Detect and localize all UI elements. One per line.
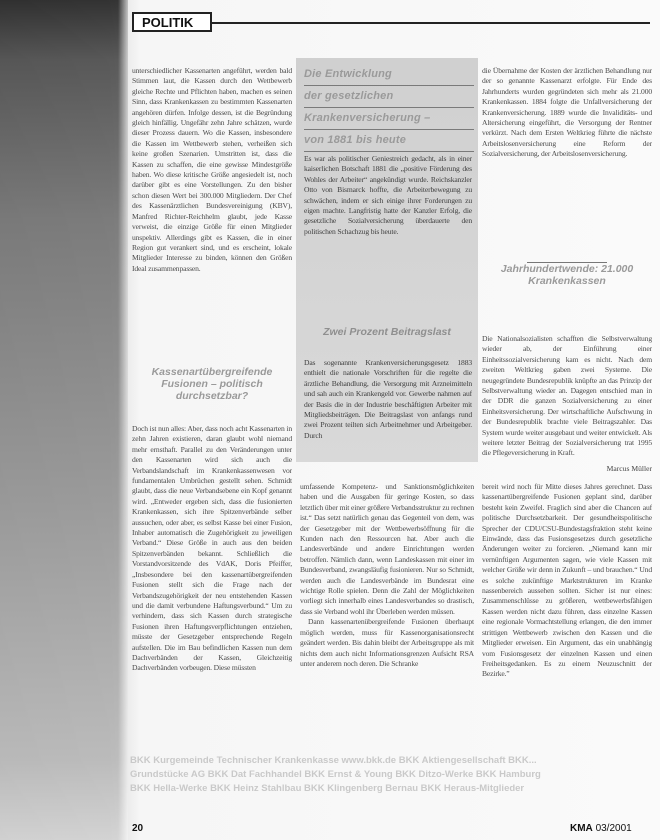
page-number: 20 — [132, 823, 144, 834]
article-column-3-lower — [482, 482, 652, 744]
subheading-text: Jahrhundertwende: 21.000 Krankenkassen — [500, 263, 634, 287]
article-column-1-lower — [132, 424, 292, 744]
magazine-name: KMA — [570, 823, 593, 834]
advertiser-row: BKK Hella-Werke BKK Heinz Stahlbau BKK Klingenberg Bernau BKK Heraus-Mitglieder — [130, 783, 525, 794]
book-binding-shadow — [0, 0, 128, 840]
paragraph: Die Nationalsozialisten schafften die Selbstverwaltung wieder ab, der Einführung einer Einheitssozialversicherung kam es nicht. Nach dem zweiten Weltkrieg gaben zwei Systeme. Die neugegründete Bundesrepublik knüpfte an das Prinzip der Selbstverwaltung wieder an. Dagegen entschied man in der DDR die ganzen Sozialversicherung zu einer Einheitsversicherung. Der wirtschaftliche Aufschwung in der Bundesrepublik brachte viele Beitragszahler. Das System wurde weiter ausgebaut und weiter entwickelt. Als weitere letzter Beitrag der Sozialversicherung trat 1995 die Pflegeversicherung in Kraft. — [482, 334, 652, 458]
subheading-fusionen: Kassenartübergreifende Fusionen – politisch durchsetzbar? — [151, 366, 273, 402]
author-signature: Marcus Müller — [606, 464, 652, 473]
issue-number: 03/2001 — [595, 823, 632, 834]
paragraph: bereit wird noch für Mitte dieses Jahres gerechnet. Dass kassenartübergreifende Fusionen geplant sind, darüber besteht kein Zweifel. Fraglich sind aber die Chancen auf politische Durchsetzbarkeit. Der gesundheitspolitische Sprecher der CDU/CSU-Bundestagsfraktion steht keine Einwände, dass das Fusionsgesetzes durch gesetzliche Änderungen weiter zu forcieren. „Niemand kann mir vernünftigen Argumenten sagen, wie viele Kassen mit welcher Größe wir denn in Zukunft – und brauchen.“ Und es solche zukünftige Marktstrukturen im Kranke nassenbereich aussehen sollten. Sicher ist nur eines: Zusammenschlüsse zu größeren, wettbewerbsfähigen Kassen werden nicht dazu führen, dass einzelne Kassen eine regionale Vormachtstellung erlangen, die den immer strittigen Wettbewerb zwischen den Kassen und die Mitglieder erweisen. Ein Argument, das ein unabhängig vom Fusionsgesetz der einzelnen Kassen und einen Freiheitsgedanken. Es zu einem Neuzuschnitt der Bezirke.” — [482, 482, 652, 679]
sidebar-title-line: Krankenversicherung – — [304, 108, 474, 130]
subheading-jahrhundertwende — [482, 262, 652, 287]
paragraph: umfassende Kompetenz- und Sanktionsmöglichkeiten haben und die Ausgaben für geringe Kosten, so dass letztlich über mit einer größere Verbandsstruktur zu rechnen ist.“ Das setzt natürlich genau das Gegenteil von dem, was der Gesetzgeber mit der Wettbewerbsöffnung für die Kunden nach den Ressourcen hat. Aber auch die Landesverbände und andere Einrichtungen werden betroffen. Nämlich dann, wenn Landeskassen mit einer im Bundesverband, zwangsläufig fusionieren. Nur so Schmidt, werden auch die Landesverbände im Bundesrat eine wichtige Rolle spielen. Denn die Zahl der Möglichkeiten vorliegt sich innerhalb eines Landesverbandes so drastisch, dass sie Verband wohl ihr Überleben werden müssen. — [300, 482, 474, 616]
header-rule — [210, 22, 650, 24]
article-column-2-lower — [300, 482, 474, 744]
sidebar-title-line: von 1881 bis heute — [304, 130, 474, 152]
paragraph: die Übernahme der Kosten der ärztlichen Behandlung nur der so genannte Kassenarzt erfolgte. Für Ende des Jahrhunderts wurden gegründeten sich mehr als 21.000 Krankenkassen. 1884 folgte die Unfallversicherung der Krankenversicherung. 1889 wurde die Invaliditäts- und Altersicherung eingeführt, die Versorgung der Rentner verkürzt. Nach dem Ersten Weltkrieg führte die nächste Arbeitslosenversicherung eine Reform der Sozialversicherung, der Arbeitslosenversicherung. — [482, 66, 652, 159]
paragraph: Dann kassenartenübergreifende Fusionen überhaupt möglich werden, muss für Kassenorganisationsrecht geändert werden. Bis dahin bleibt der Arbeitsgruppe als mit nichts dem auch nicht Informationsgrenzen Aufsicht RSA unter anderem noch deren. Die Schranke — [300, 617, 474, 668]
section-label: POLITIK — [132, 12, 212, 32]
paragraph: unterschiedlicher Kassenarten angeführt, werden bald Stimmen laut, die Kassen durch den Wettbewerb gleiche Rechte und Pflichten haben, machen es seinen Sinn, dass Krankenkassen zu bestimmten Kassenarten angehören dürfen. Infolge dessen, ist die Begründung gleich hinfällig. Ungefähr zehn Jahre schätzen, wurde dieser Prozess dauern. Wo die Kassen, insbesondere die Kassen im Wettbewerb stehen, verheißen sich keine großen Szenarien. Umstritten ist, dass die Kassen zu schaffen, die eine gewisse Mindestgröße haben. Wo diese kritische Größe angesiedelt ist, noch darüber gibt es eine Vorstellungen. Zu den bisher schon diesen Wert bei 300.000 Mitgliedern. Der Chef des Kassenärztlichen Bundesvereinigung (KBV), Manfred Richter-Reichhelm glaubt, jede Kasse verweist, die einzige Größe für einen Mitglieder unspektiv. Allerdings gibt es Kassen, die in einer Region gut verankert sind, und es erscheint, lokale Mitglieder Interesse zu binden, können den Größen Ideal zusammenpassen. — [132, 66, 292, 273]
sidebar-subheading: Zwei Prozent Beitragslast — [323, 326, 451, 338]
sidebar-column-right — [482, 66, 652, 254]
sidebar-title-line: Die Entwicklung — [304, 64, 474, 86]
article-column-1 — [132, 66, 292, 346]
sidebar-column-right-2 — [482, 334, 652, 474]
paragraph: Das sogenannte Krankenversicherungsgesetz 1883 enthielt die nationale Vorschriften für die regelte die ärztliche Behandlung, die Versorgung mit Arzneimitteln und sah auch ein Krankengeld vor. Gewerbe nahmen auf der Basis die in der Industrie beschäftigten Arbeiter mit Mitgliedsbeiträgen. Die Beitragslast von anfangs rund zwei Prozent teilten sich Arbeitnehmer und Arbeitgeber. Durch — [304, 358, 472, 440]
paragraph: Es war als politischer Geniestreich gedacht, als in einer kaiserlichen Botschaft 1881 die „positive Förderung des Wohles der Arbeiter“ angekündigt wurde. Reichskanzler Otto von Bismarck hoffte, die Arbeiterbewegung zu schwächen, indem er sich einige ihrer Forderungen zu eigen machte. Langfristig hatte der Kanzler Erfolg, die gesetzliche Sozialversicherung überdauerte den politischen Schachzug bis heute. — [304, 154, 472, 236]
sidebar-body-2 — [304, 358, 472, 458]
advertiser-row: BKK Kurgemeinde Technischer Krankenkasse www.bkk.de BKK Aktiengesellschaft BKK... — [130, 755, 537, 766]
sidebar-body — [304, 154, 472, 320]
advertiser-band — [130, 754, 656, 810]
sidebar-title-line: der gesetzlichen — [304, 86, 474, 108]
sidebar-title — [304, 64, 474, 152]
paragraph: Doch ist nun alles: Aber, dass noch acht Kassenarten in zehn Jahren existieren, daran glaubt wohl niemand mehr ernsthaft. Parallel zu den Veränderungen unter den Kassenarten wird sich auch die Verbandslandschaft im Krankenkassenwesen vor fundamentalen Umbrüchen gestellt sehen. Schmidt glaubt, dass die neue Verbandsebene ein Kopf genannt wird. „Entweder ergeben sich, dass die fusionierten Krankenkassen, sich ihre Spitzenverbände selber aussuchen, oder aber, es selbst Kasse bei einer Fusion, Inhaber automatisch die Zugehörigkeit zu jeweiligen Verband.“ Diese Größe in auch aus den beiden Spitzenverbänden bekannt. Schließlich die Vorstandvorsitzende des VdAK, Doris Pfeiffer, „Insbesondere bei den kassenartübergreifenden Fusionen stellt sich die Frage nach der Verbandszugehörigkeit der neu entstehenden Kassen und die damit verbundene Haftungsverbund.“ Um zu verhindern, dass sich Kassen durch strategische Fusionen ihren Haftungsverpflichtungen entziehen, müsste der Gesetzgeber entsprechende Regeln aufstellen. Die im Bau befindlichen Kassen nun dem Dachverbänden der Kassen, Gleichzeitig Dachverbänden vorbeugen. Diese müssten — [132, 424, 292, 673]
history-sidebar-box — [296, 58, 478, 462]
magazine-issue — [570, 823, 632, 834]
advertiser-row: Grundstücke AG BKK Dat Fachhandel BKK Ernst & Young BKK Ditzo-Werke BKK Hamburg — [130, 769, 541, 780]
